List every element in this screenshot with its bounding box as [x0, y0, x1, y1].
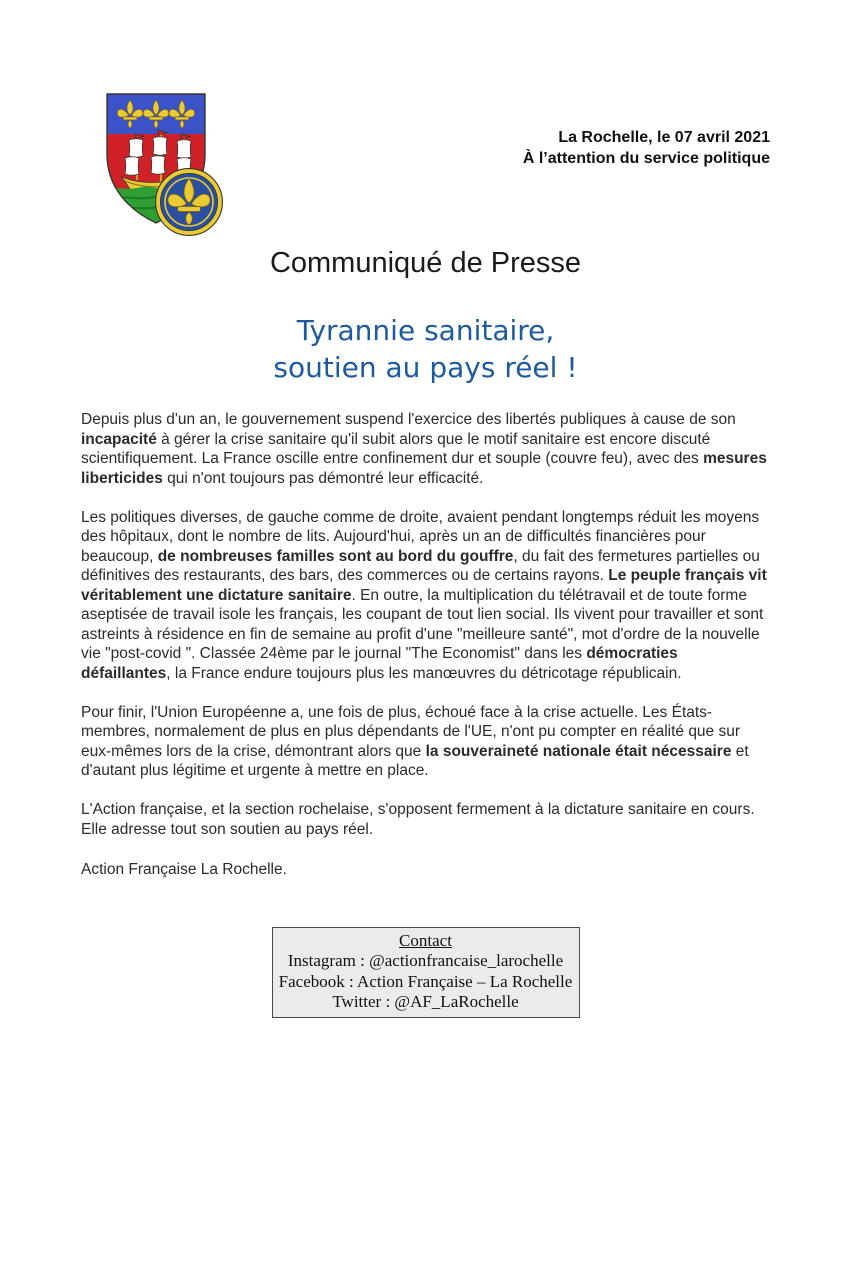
header — [0, 0, 851, 228]
bold-text-run: mesures liberticides — [81, 450, 767, 487]
page-title: Communiqué de Presse — [269, 247, 582, 279]
la-rochelle-coat-of-arms-icon — [99, 88, 231, 240]
signature-line: Action Française La Rochelle. — [81, 861, 287, 878]
contact-line: Twitter : @AF_LaRochelle — [332, 992, 519, 1011]
paragraph — [81, 508, 770, 684]
text-run: et d'autant plus légitime et urgente à mettre en place. — [81, 742, 749, 779]
text-run: L'Action française, et la section rochelaise, s'opposent fermement à la dictature sanitaire en cours. Elle adresse tout son soutien au pays réel. — [81, 801, 755, 838]
contact-line: Instagram : @actionfrancaise_larochelle — [287, 951, 564, 970]
text-run: Depuis plus d'un an, le gouvernement suspend l'exercice des libertés publiques à cause de son — [81, 411, 736, 428]
body-paragraphs — [81, 410, 770, 839]
press-release-subtitle — [0, 312, 851, 386]
bold-text-run: de nombreuses familles sont au bord du gouffre — [157, 547, 514, 565]
text-run: . En outre, la multiplication du télétravail et de toute forme aseptisée de travail isole les français, les coupant de tout lien social. Ils vivent pour travailler et sont astreints à résidence en fin de semaine au profit d'une "meilleure santé", mot d'ordre de la nouvelle vie "post-covid ". Classée 24ème par le journal "The Economist" dans les — [81, 586, 764, 662]
bold-text-run: démocraties défaillantes — [81, 645, 678, 682]
subtitle-line-2: soutien au pays réel ! — [273, 351, 578, 384]
contact-box-title: Contact — [399, 930, 452, 950]
contact-lines — [279, 951, 573, 1013]
paragraph — [81, 410, 770, 488]
text-run: à gérer la crise sanitaire qu'il subit alors que le motif sanitaire est encore discuté scientifiquement. La France oscille entre confinement dur et souple (couvre feu), avec des — [81, 430, 711, 467]
text-run: , la France endure toujours plus les manœuvres du détricotage républicain. — [166, 664, 682, 682]
date-block — [523, 128, 770, 169]
text-run: Les politiques diverses, de gauche comme de droite, avaient pendant longtemps réduit les moyens des hôpitaux, dont le nombre de lits. Aujourd'hui, après un an de difficultés financières pour beaucoup, — [81, 508, 760, 565]
text-run: , du fait des fermetures partielles ou définitives des restaurants, des bars, des commerces ou de certains rayons. — [81, 547, 760, 584]
contact-line: Facebook : Action Française – La Rochelle — [278, 971, 573, 991]
contact-box — [272, 927, 580, 1018]
bold-text-run: la souveraineté nationale était nécessaire — [425, 742, 732, 760]
subtitle-line-1: Tyrannie sanitaire, — [296, 314, 555, 347]
bold-text-run: incapacité — [81, 430, 157, 448]
bold-text-run: Le peuple français vit véritablement une dictature sanitaire — [81, 567, 767, 604]
paragraph — [81, 800, 770, 839]
date-line: La Rochelle, le 07 avril 2021 — [558, 129, 770, 146]
attention-line: À l’attention du service politique — [522, 149, 770, 167]
text-run: Pour finir, l'Union Européenne a, une fois de plus, échoué face à la crise actuelle. Les États-membres, normalement de plus en plus dépendants de l'UE, n'ont pu compter en réalité que sur eux-mêmes lors de la crise, démontrant alors que — [81, 703, 741, 760]
paragraph — [81, 703, 770, 781]
text-run: qui n'ont toujours pas démontré leur efficacité. — [162, 469, 484, 487]
